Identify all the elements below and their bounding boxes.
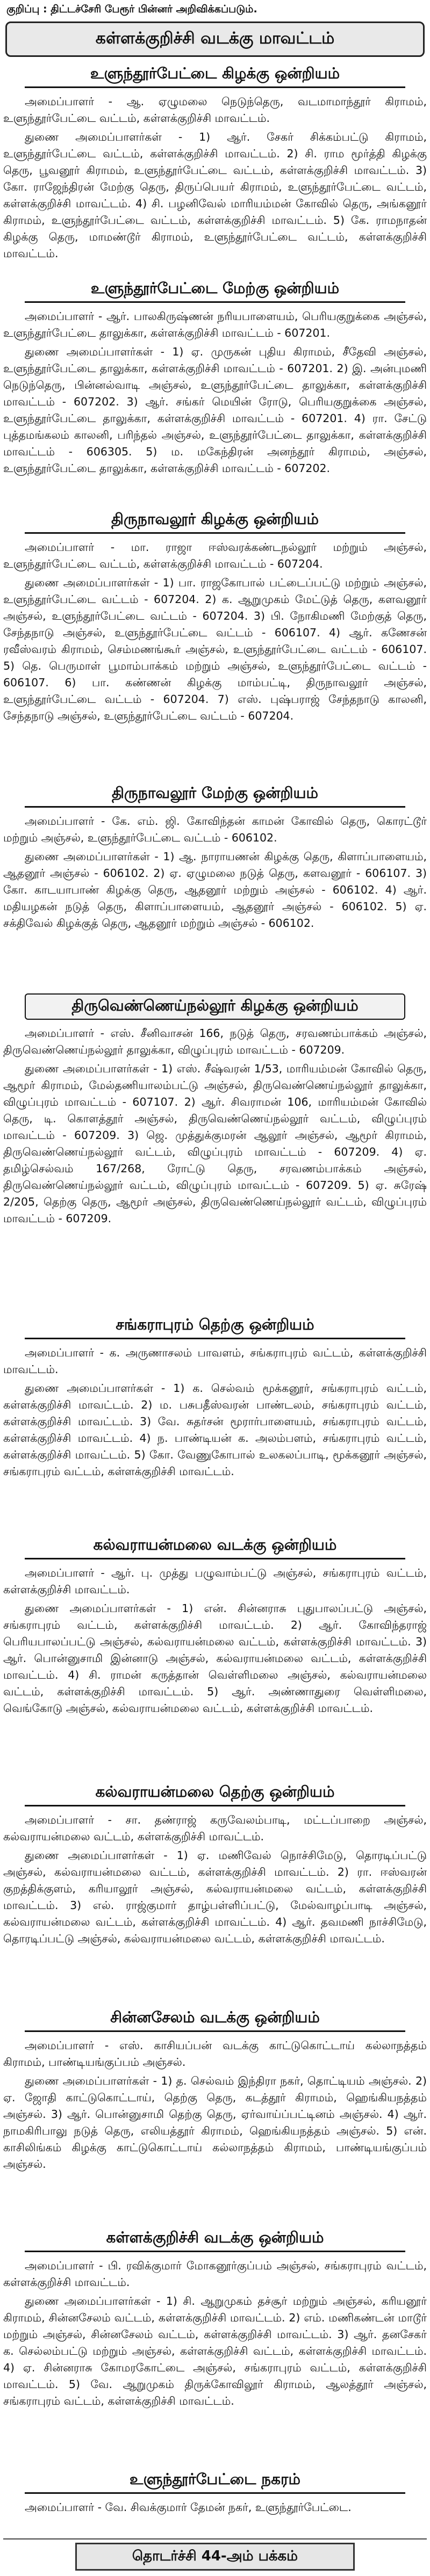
- district-title: கள்ளக்குறிச்சி வடக்கு மாவட்டம்: [5, 21, 425, 57]
- section-title: கள்ளக்குறிச்சி வடக்கு ஒன்றியம்: [25, 2229, 405, 2252]
- section-paragraph: அமைப்பாளர் - வே. சிவக்குமார் தேமன் நகர், உளுந்தூர்பேட்டை.: [25, 2501, 352, 2514]
- section-paragraph: அமைப்பாளர் - ஆர். பு. முத்து பழுவாம்பட்டு அஞ்சல், சங்கராபுரம் வட்டம், கள்ளக்குறிச்சி மாவட்டம்.: [3, 1566, 427, 1596]
- section-chinnasalem-north: [3, 2008, 427, 2175]
- section-paragraph: துணை அமைப்பாளர்கள் - 1) பா. ராஜகோபால் பட்டைப்பட்டு மற்றும் அஞ்சல், உளுந்தூர்பேட்டை வட்டம் - 607204. 2) க. ஆறுமுகம் மேட்டுத் தெரு, களவனூர் அஞ்சல், உளுந்தூர்பேட்டை வட்டம் - 607204. 3) பி. நோகிமணி மேற்குத் தெரு, சேந்தநாடு அஞ்சல், உளுந்தூர்பேட்டை வட்டம் - 606107. 4) ஆர். கணேசன் ரவீஸ்வரம் கிராமம், செம்மணங்கூர் அஞ்சல், உளுந்தூர்பேட்டை வட்டம் - 606107. 5) தெ. பெருமாள் பூமாம்பாக்கம் மற்றும் அஞ்சல், உளுந்தூர்பேட்டை வட்டம் - 606107. 6) பா. கண்ணன் கிழக்கு மாம்பட்டி, திருநாவலூர் அஞ்சல், உளுந்தூர்பேட்டை வட்டம் - 607204. 7) எஸ். புஷ்பராஜ் சேந்தநாடு காலனி, சேந்தநாடு அஞ்சல், உளுந்தூர்பேட்டை வட்டம் - 607204.: [3, 576, 427, 722]
- footer-divider: [3, 2538, 427, 2539]
- section-paragraph: துணை அமைப்பாளர்கள் - 1) க. செல்வம் மூக்கனூர், சங்கராபுரம் வட்டம், கள்ளக்குறிச்சி மாவட்டம். 2) ம. பசுபதீஸ்வரன் பாண்டலம், சங்கராபுரம் வட்டம், கள்ளக்குறிச்சி மாவட்டம். 3) வே. சுதர்சன் மூரார்பாளையம், சங்கராபுரம் வட்டம், கள்ளக்குறிச்சி மாவட்டம். 4) ந. பாண்டியன் க. அலம்பளம், சங்கராபுரம் வட்டம், கள்ளக்குறிச்சி மாவட்டம். 5) கோ. வேணுகோபால் உலகலப்பாடி, மூக்கனூர் அஞ்சல், சங்கராபுரம் வட்டம், கள்ளக்குறிச்சி மாவட்டம்.: [3, 1382, 427, 1478]
- section-paragraph: துணை அமைப்பாளர்கள் - 1) ஆ. நாராயணன் கிழக்கு தெரு, கிளாப்பாளையம், ஆதனூர் அஞ்சல் - 606102. 2) ஏ. ஏழுமலை நடுத் தெரு, களவனூர் - 606107. 3) கோ. காடயாபாண் கிழக்கு தெரு, ஆதனூர் மற்றும் அஞ்சல் - 606102. 4) ஆர். மதியழகன் நடுத் தெரு, கிளாப்பாளையம், ஆதனூர் அஞ்சல் - 606102. 5) ஏ. சக்திவேல் கிழக்குத் தெரு, ஆதனூர் மற்றும் அஞ்சல் - 606102.: [3, 850, 427, 930]
- section-ulundurpet-town: [3, 2470, 427, 2518]
- section-sankarapuram-south: [3, 1316, 427, 1482]
- section-title: திருவெண்ணெய்நல்லூர் கிழக்கு ஒன்றியம்: [25, 993, 405, 1020]
- section-paragraph: அமைப்பாளர் - ஆ. ஏழுமலை நெடுந்தெரு, வடமாமாந்தூர் கிராமம், உளுந்தூர்பேட்டை வட்டம், கள்ளக்குறிச்சி மாவட்டம்.: [3, 95, 427, 125]
- section-tirunavalur-east: [3, 510, 427, 727]
- section-paragraph: அமைப்பாளர் - எஸ். சீனிவாசன் 166, நடுத் தெரு, சரவணம்பாக்கம் அஞ்சல், திருவெண்ணெய்நல்லூர் தாலுக்கா, விழுப்புரம் மாவட்டம் - 607209.: [3, 1027, 427, 1056]
- section-paragraph: துணை அமைப்பாளர்கள் - 1) த. செல்வம் இந்திரா நகர், தொட்டியம் அஞ்சல். 2) ஏ. ஜோதி காட்டுகொட்டாய், தெற்கு தெரு, கடத்தூர் கிராமம், ஹெங்கியநத்தம் அஞ்சல். 3) ஆர். பொன்னுசாமி தெற்கு தெரு, ஏர்வாய்ப்பட்டினம் அஞ்சல். 4) ஆர். நாமகிரிபாலு நடுத் தெரு, எலியத்தூர் கிராமம், ஹெங்கியநத்தம் அஞ்சல். 5) என். காசிலிங்கம் கிழக்கு காட்டுகொட்டாய் கல்லாநத்தம் கிராமம், பாண்டியங்குப்பம் அஞ்சல்.: [3, 2074, 427, 2171]
- section-paragraph: அமைப்பாளர் - பி. ரவிக்குமார் மோகனூர்குப்பம் அஞ்சல், சங்கராபுரம் வட்டம், கள்ளக்குறிச்சி மாவட்டம்.: [3, 2259, 427, 2289]
- section-paragraph: அமைப்பாளர் - ஆர். பாலகிருஷ்ணன் நரியபாளையம், பெரியகுறுக்கை அஞ்சல், உளுந்தூர்பேட்டை தாலுக்கா, கள்ளக்குறிச்சி மாவட்டம் - 607201.: [3, 310, 427, 339]
- section-kallakurichi-north: [3, 2229, 427, 2412]
- section-tirunavalur-west: [3, 784, 427, 934]
- section-paragraph: அமைப்பாளர் - சா. தண்ராஜ் கருவேலம்பாடி, மட்டப்பாறை அஞ்சல், கல்வராயன்மலை வட்டம், கள்ளக்குறிச்சி மாவட்டம்.: [3, 1813, 427, 1843]
- section-paragraph: துணை அமைப்பாளர்கள் - 1) ஏ. முருகன் புதிய கிராமம், சீதேவி அஞ்சல், உளுந்தூர்பேட்டை தாலுக்கா, கள்ளக்குறிச்சி மாவட்டம் - 607201. 2) இ. அன்புமணி நெடுந்தெரு, பின்னல்வாடி அஞ்சல், உளுந்தூர்பேட்டை தாலுக்கா, கள்ளக்குறிச்சி மாவட்டம் - 607202. 3) ஆர். சங்கர் மெயின் ரோடு, பெரியகுறுக்கை அஞ்சல், உளுந்தூர்பேட்டை தாலுக்கா, கள்ளக்குறிச்சி மாவட்டம் - 607201. 4) ரா. சேட்டு புத்தமங்கலம் காலனி, பரிந்தல் அஞ்சல், உளுந்தூர்பேட்டை தாலுக்கா, கள்ளக்குறிச்சி மாவட்டம் - 606305. 5) ம. மகேந்திரன் அனந்தூர் கிராமம், அஞ்சல், உளுந்தூர்பேட்டை தாலுக்கா, கள்ளக்குறிச்சி மாவட்டம் - 607202.: [3, 345, 427, 475]
- section-ulundurpet-east: [3, 64, 427, 264]
- section-paragraph: துணை அமைப்பாளர்கள் - 1) சி. ஆறுமுகம் தச்சூர் மற்றும் அஞ்சல், கரியனூர் கிராமம், சின்னசேலம் வட்டம், கள்ளக்குறிச்சி மாவட்டம். 2) எம். மணிகண்டன் மாடூர் மற்றும் அஞ்சல், சின்னசேலம் வட்டம், கள்ளக்குறிச்சி மாவட்டம். 3) ஆர். தனசேகர் க. செல்லம்பட்டு மற்றும் அஞ்சல், கள்ளக்குறிச்சி வட்டம், கள்ளக்குறிச்சி மாவட்டம். 4) ஏ. சின்னராசு கோமரகோட்டை அஞ்சல், சங்கராபுரம் வட்டம், கள்ளக்குறிச்சி மாவட்டம். 5) வே. ஆறுமுகம் திருக்கோவிலூர் கிராமம், ஆலத்தூர் அஞ்சல், சங்கராபுரம் வட்டம், கள்ளக்குறிச்சி மாவட்டம்.: [3, 2295, 427, 2407]
- section-title: உளுந்தூர்பேட்டை மேற்கு ஒன்றியம்: [25, 279, 405, 303]
- section-title: கல்வராயன்மலை தெற்கு ஒன்றியம்: [25, 1783, 405, 1806]
- continued-on-page-box: தொடர்ச்சி 44-அம் பக்கம்: [75, 2543, 355, 2571]
- section-tiruvennainallur-east: [3, 993, 427, 1229]
- note-line: குறிப்பு : திட்டச்சேரி பேரூர் பின்னர் அறிவிக்கப்படும்.: [6, 3, 257, 15]
- section-title: கல்வராயன்மலை வடக்கு ஒன்றியம்: [25, 1536, 405, 1559]
- section-title: சின்னசேலம் வடக்கு ஒன்றியம்: [25, 2008, 405, 2032]
- section-title: திருநாவலூர் மேற்கு ஒன்றியம்: [25, 784, 405, 808]
- section-kalvarayanmalai-north: [3, 1536, 427, 1719]
- section-title: உளுந்தூர்பேட்டை கிழக்கு ஒன்றியம்: [25, 64, 405, 88]
- section-paragraph: அமைப்பாளர் - க. அருணாசலம் பாவளம், சங்கராபுரம் வட்டம், கள்ளக்குறிச்சி மாவட்டம்.: [3, 1346, 427, 1376]
- section-title: உளுந்தூர்பேட்டை நகரம்: [25, 2470, 405, 2494]
- section-title: திருநாவலூர் கிழக்கு ஒன்றியம்: [25, 510, 405, 534]
- section-paragraph: துணை அமைப்பாளர்கள் - 1) என். சின்னராசு புதுபாலப்பட்டு அஞ்சல், சங்கராபுரம் வட்டம், கள்ளக்குறிச்சி மாவட்டம். 2) ஆர். கோவிந்தராஜ் பெரியபாலப்பட்டு அஞ்சல், கல்வராயன்மலை வட்டம், கள்ளக்குறிச்சி மாவட்டம். 3) ஆர். பொன்னுசாமி இன்னாடு அஞ்சல், கல்வராயன்மலை வட்டம், கள்ளக்குறிச்சி மாவட்டம். 4) சி. ராமன் கருத்தான் வெள்ளிமலை அஞ்சல், கல்வராயன்மலை வட்டம், கள்ளக்குறிச்சி மாவட்டம். 5) ஆர். அண்ணாதுரை வெள்ளிமலை, வெங்கோடு அஞ்சல், கல்வராயன்மலை வட்டம், கள்ளக்குறிச்சி மாவட்டம்.: [3, 1602, 427, 1715]
- section-paragraph: துணை அமைப்பாளர்கள் - 1) ஏ. மணிவேல் நொச்சிமேடு, தொரடிப்பட்டு அஞ்சல், கல்வராயன்மலை வட்டம், கள்ளக்குறிச்சி மாவட்டம். 2) ரா. ஈஸ்வரன் குறத்திக்குளம், கரியாலூர் அஞ்சல், கல்வராயன்மலை வட்டம், கள்ளக்குறிச்சி மாவட்டம். 3) எல். ராஜ்குமார் தாழ்பள்ளிப்பட்டு, மேல்வாழப்பாடி அஞ்சல், கல்வராயன்மலை வட்டம், கள்ளக்குறிச்சி மாவட்டம். 4) ஆர். தவமணி நாச்சிமேடு, தொரடிப்பட்டு அஞ்சல், கல்வராயன்மலை வட்டம், கள்ளக்குறிச்சி மாவட்டம்.: [3, 1849, 427, 1945]
- section-paragraph: துணை அமைப்பாளர்கள் - 1) எஸ். சீஷ்வரன் 1/53, மாரியம்மன் கோவில் தெரு, ஆமூர் கிராமம், மேல்தணியாலம்பட்டு அஞ்சல், திருவெண்ணெய்நல்லூர் தாலுக்கா, விழுப்புரம் மாவட்டம் - 607107. 2) ஆர். சிவராமன் 106, மாரியம்மன் கோவில் தெரு, டி. கொளத்தூர் அஞ்சல், திருவெண்ணெய்நல்லூர் வட்டம், விழுப்புரம் மாவட்டம் - 607209. 3) ஜெ. முத்துக்குமரன் ஆலூர் அஞ்சல், ஆமூர் கிராமம், திருவெண்ணெய்நல்லூர் வட்டம், விழுப்புரம் மாவட்டம் - 607209. 4) ஏ. தமிழ்செல்வம் 167/268, ரோட்டு தெரு, சரவணம்பாக்கம் அஞ்சல், திருவெண்ணெய்நல்லூர் வட்டம், விழுப்புரம் மாவட்டம் - 607209. 5) ஏ. சுரேஷ் 2/205, தெற்கு தெரு, ஆமூர் அஞ்சல், திருவெண்ணெய்நல்லூர் வட்டம், விழுப்புரம் மாவட்டம் - 607209.: [3, 1062, 427, 1225]
- section-kalvarayanmalai-south: [3, 1783, 427, 1949]
- section-paragraph: அமைப்பாளர் - எஸ். காசியப்பன் வடக்கு காட்டுகொட்டாய் கல்லாநத்தம் கிராமம், பாண்டியங்குப்பம் அஞ்சல்.: [3, 2039, 427, 2069]
- section-paragraph: அமைப்பாளர் - கே. எம். ஜி. கோவிந்தன் காமன் கோவில் தெரு, கொரட்டூர் மற்றும் அஞ்சல், உளுந்தூர்பேட்டை வட்டம் - 606102.: [3, 815, 427, 844]
- section-paragraph: அமைப்பாளர் - மா. ராஜா ஈஸ்வரக்கண்டநல்லூர் மற்றும் அஞ்சல், உளுந்தூர்பேட்டை வட்டம், கள்ளக்குறிச்சி மாவட்டம் - 607204.: [3, 541, 427, 570]
- section-paragraph: துணை அமைப்பாளர்கள் - 1) ஆர். சேகர் சிக்கம்பட்டு கிராமம், உளுந்தூர்பேட்டை வட்டம், கள்ளக்குறிச்சி மாவட்டம். 2) சி. ராம மூர்த்தி கிழக்கு தெரு, பூவனூர் கிராமம், உளுந்தூர்பேட்டை வட்டம், கள்ளக்குறிச்சி மாவட்டம். 3) கோ. ராஜேந்திரன் மேற்கு தெரு, திருப்பெயர் கிராமம், உளுந்தூர்பேட்டை வட்டம், கள்ளக்குறிச்சி மாவட்டம். 4) சி. பழனிவேல் மாரியம்மன் கோவில் தெரு, அங்கனூர் கிராமம், உளுந்தூர்பேட்டை வட்டம், கள்ளக்குறிச்சி மாவட்டம். 5) கே. ராமநாதன் கிழக்கு தெரு, மாமண்டூர் கிராமம், உளுந்தூர்பேட்டை வட்டம், கள்ளக்குறிச்சி மாவட்டம்.: [3, 130, 427, 260]
- section-title: சங்கராபுரம் தெற்கு ஒன்றியம்: [25, 1316, 405, 1339]
- section-ulundurpet-west: [3, 279, 427, 479]
